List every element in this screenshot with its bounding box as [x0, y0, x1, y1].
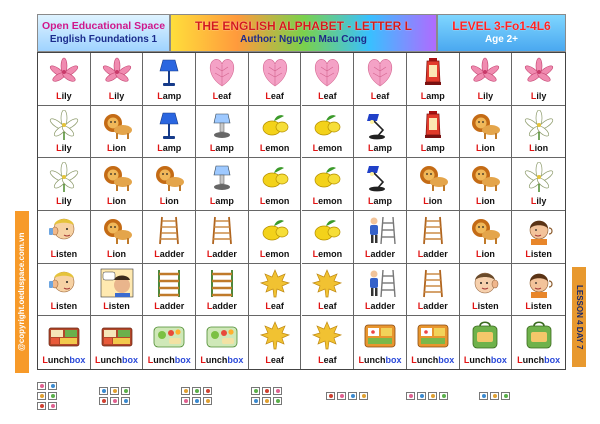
card-set-thumb-3[interactable] [180, 380, 215, 412]
card-ladder [354, 211, 407, 264]
card-lion [407, 158, 460, 211]
card-word: Ladder [417, 248, 448, 259]
red-lantern-icon [407, 110, 459, 140]
card-ladder [196, 211, 249, 264]
thumb-card [121, 397, 130, 405]
card-lion [512, 106, 565, 159]
lion-icon [143, 162, 195, 192]
card-word: Lion [159, 195, 179, 206]
lion-icon [91, 110, 143, 140]
red-lantern-icon [407, 57, 459, 87]
card-lemon [249, 211, 302, 264]
man-ladder-icon [354, 215, 406, 245]
card-word: Lunchbox [42, 354, 86, 365]
card-leaf [249, 53, 302, 106]
ladder-icon [407, 268, 459, 298]
card-word: Lemon [259, 195, 290, 206]
card-word: Lamp [368, 143, 393, 154]
ladder-icon [143, 215, 195, 245]
card-lunchbox [91, 316, 144, 369]
thumb-card [479, 392, 488, 400]
blue-lamp-icon [143, 110, 195, 140]
card-word: Lemon [259, 248, 290, 259]
card-lunchbox [143, 316, 196, 369]
card-word: Lily [56, 195, 72, 206]
listen-boy-icon [38, 215, 90, 245]
card-word: Leaf [265, 301, 284, 312]
card-word: Lunchbox [147, 354, 191, 365]
blue-lamp-icon [143, 57, 195, 87]
listen-man-icon [91, 268, 143, 298]
card-leaf [354, 53, 407, 106]
lion-icon [91, 162, 143, 192]
lion-icon [91, 215, 143, 245]
maple-leaf-icon [302, 320, 354, 350]
card-lamp [196, 106, 249, 159]
card-lion [91, 211, 144, 264]
thumb-card [110, 387, 119, 395]
card-lemon [302, 158, 355, 211]
thumb-card [203, 387, 212, 395]
thumb-card [439, 392, 448, 400]
card-leaf [302, 316, 355, 369]
card-word: Lion [529, 143, 549, 154]
card-word: Lamp [420, 90, 445, 101]
card-word: Listen [103, 301, 130, 312]
thumb-card [262, 387, 271, 395]
card-word: Lamp [157, 143, 182, 154]
card-listen [512, 211, 565, 264]
card-ladder [143, 264, 196, 317]
card-lemon [249, 158, 302, 211]
white-lily-icon [512, 162, 565, 192]
thumb-card [326, 392, 335, 400]
card-leaf [249, 264, 302, 317]
card-ladder [143, 211, 196, 264]
card-lily [460, 53, 513, 106]
card-leaf [249, 316, 302, 369]
card-ladder [196, 264, 249, 317]
white-lily-icon [38, 162, 90, 192]
card-lily [512, 158, 565, 211]
card-lion [460, 106, 513, 159]
white-lily-icon [38, 110, 90, 140]
card-set-thumb-5[interactable] [325, 380, 371, 412]
card-lion [91, 106, 144, 159]
card-word: Listen [50, 248, 78, 259]
ladder-icon [196, 215, 248, 245]
card-word: Ladder [154, 248, 185, 259]
card-lemon [302, 106, 355, 159]
thumb-card [417, 392, 426, 400]
author-line: Author: Nguyen Mau Cong [240, 34, 367, 45]
bento-icon [354, 320, 406, 350]
listen-woman-icon [512, 215, 565, 245]
card-lunchbox [512, 316, 565, 369]
thumb-card [359, 392, 368, 400]
card-set-thumb-2[interactable] [98, 380, 133, 412]
card-lamp [143, 106, 196, 159]
card-listen [38, 264, 91, 317]
card-listen [91, 264, 144, 317]
card-word: Leaf [318, 90, 337, 101]
card-word: Lunchbox [517, 354, 561, 365]
thumb-card [37, 392, 46, 400]
listen-boy-icon [38, 268, 90, 298]
thumb-card [37, 382, 46, 390]
thumb-card [110, 397, 119, 405]
lunchbox-tray-icon [91, 320, 143, 350]
thumb-card [501, 392, 510, 400]
card-lemon [249, 106, 302, 159]
thumb-card [203, 397, 212, 405]
card-word: Leaf [370, 90, 390, 101]
card-word: Lemon [259, 143, 290, 154]
rope-ladder-icon [143, 268, 195, 298]
card-word: Lion [475, 195, 495, 206]
card-lamp [407, 106, 460, 159]
card-lily [38, 158, 91, 211]
card-word: Leaf [212, 90, 232, 101]
card-leaf [302, 264, 355, 317]
lunch-bag-icon [460, 320, 512, 350]
card-word: Ladder [206, 301, 237, 312]
thumb-card [48, 382, 57, 390]
card-set-thumb-4[interactable] [250, 380, 285, 412]
rope-ladder-icon [196, 268, 248, 298]
card-word: Lion [475, 143, 495, 154]
card-word: Listen [472, 301, 499, 312]
lily-icon [460, 57, 512, 87]
thumb-card [48, 402, 57, 410]
card-ladder [407, 211, 460, 264]
desk-lamp-icon [354, 110, 406, 140]
card-lamp [354, 158, 407, 211]
lily-icon [91, 57, 143, 87]
card-word: Listen [525, 301, 552, 312]
thumb-card [181, 397, 190, 405]
card-lily [512, 53, 565, 106]
card-listen [512, 264, 565, 317]
card-set-thumb-6[interactable] [405, 380, 451, 412]
ladder-icon [407, 215, 459, 245]
listen-woman-icon [512, 268, 565, 298]
card-word: Lion [475, 248, 495, 259]
card-word: Ladder [417, 301, 448, 312]
card-word: Ladder [365, 248, 396, 259]
card-word: Lamp [209, 195, 234, 206]
card-word: Lunchbox [200, 354, 244, 365]
card-lunchbox [38, 316, 91, 369]
card-word: Lunchbox [358, 354, 402, 365]
card-word: Lunchbox [463, 354, 507, 365]
header-course-name: English Foundations 1 [49, 34, 158, 45]
thumb-card [99, 397, 108, 405]
copyright-strip: @copyright.oeduspace.com.vn [15, 211, 29, 373]
card-leaf [196, 53, 249, 106]
card-word: Leaf [318, 301, 337, 312]
table-lamp-icon [196, 110, 248, 140]
pink-leaf-icon [354, 57, 406, 87]
card-lily [91, 53, 144, 106]
listen-child-icon [460, 268, 512, 298]
card-lamp [407, 53, 460, 106]
lemon-icon [249, 110, 301, 140]
card-word: Ladder [206, 248, 237, 259]
card-word: Lunchbox [95, 354, 139, 365]
card-lily [38, 106, 91, 159]
header-level [437, 14, 566, 52]
thumb-card [37, 402, 46, 410]
maple-leaf-icon [249, 268, 301, 298]
card-leaf [302, 53, 355, 106]
thumb-card [99, 387, 108, 395]
card-word: Lily [530, 195, 547, 206]
thumb-card [273, 387, 282, 395]
thumb-card [262, 397, 271, 405]
card-word: Lily [56, 143, 72, 154]
header-school [37, 14, 170, 52]
card-lamp [143, 53, 196, 106]
thumb-card [121, 387, 130, 395]
card-word: Listen [525, 248, 552, 259]
card-word: Lamp [420, 143, 445, 154]
thumb-card [337, 392, 346, 400]
thumb-card [181, 387, 190, 395]
card-ladder [407, 264, 460, 317]
thumbnail-strip [0, 376, 600, 416]
card-word: Lion [107, 195, 127, 206]
card-word: Leaf [265, 354, 284, 365]
age-label: Age 2+ [484, 34, 519, 45]
card-word: Lemon [312, 143, 343, 154]
lunch-bag-icon [512, 320, 565, 350]
lemon-icon [302, 162, 354, 192]
card-word: Lamp [157, 90, 182, 101]
card-lunchbox [407, 316, 460, 369]
card-word: Lily [530, 90, 547, 101]
card-word: Ladder [365, 301, 396, 312]
card-word: Lamp [209, 143, 234, 154]
card-lamp [354, 106, 407, 159]
thumb-card [348, 392, 357, 400]
thumb-card [192, 397, 201, 405]
card-lion [143, 158, 196, 211]
lion-icon [460, 162, 512, 192]
card-word: Leaf [318, 354, 337, 365]
card-word: Lily [108, 90, 125, 101]
card-word: Listen [50, 301, 78, 312]
card-listen [38, 211, 91, 264]
pink-leaf-icon [196, 57, 248, 87]
card-lion [460, 211, 513, 264]
desk-lamp-icon [354, 162, 406, 192]
lily-icon [38, 57, 90, 87]
thumb-card [428, 392, 437, 400]
pink-leaf-icon [302, 57, 354, 87]
thumb-card [406, 392, 415, 400]
lunchbox-tray-icon [38, 320, 90, 350]
card-lunchbox [196, 316, 249, 369]
card-set-thumb-1[interactable] [36, 380, 60, 412]
lemon-icon [249, 162, 301, 192]
white-lily-icon [512, 110, 565, 140]
pink-leaf-icon [249, 57, 301, 87]
lesson-strip: LESSON 4 DAY 7 [572, 267, 586, 367]
card-word: Lemon [312, 195, 343, 206]
header-title [170, 14, 437, 52]
flashcard-grid [37, 52, 566, 370]
card-lamp [196, 158, 249, 211]
thumb-card [251, 397, 260, 405]
man-ladder-icon [354, 268, 406, 298]
lemon-icon [302, 110, 354, 140]
card-word: Lion [423, 195, 443, 206]
card-lily [38, 53, 91, 106]
lion-icon [460, 110, 512, 140]
table-lamp-icon [196, 162, 248, 192]
card-word: Lunchbox [411, 354, 455, 365]
thumb-card [273, 397, 282, 405]
card-lion [91, 158, 144, 211]
lemon-icon [249, 215, 301, 245]
card-lemon [302, 211, 355, 264]
thumb-card [490, 392, 499, 400]
card-word: Lemon [312, 248, 343, 259]
header-school-name: Open Educational Space [41, 20, 166, 32]
lily-icon [512, 57, 565, 87]
lunchbox-green-icon [143, 320, 195, 350]
card-lunchbox [354, 316, 407, 369]
maple-leaf-icon [249, 320, 301, 350]
thumb-card [251, 387, 260, 395]
thumb-card [48, 392, 57, 400]
page-title: THE ENGLISH ALPHABET - LETTER L [195, 19, 412, 33]
lunchbox-green-icon [196, 320, 248, 350]
card-word: Lily [477, 90, 494, 101]
card-word: Leaf [265, 90, 284, 101]
thumb-card [192, 387, 201, 395]
lemon-icon [302, 215, 354, 245]
card-listen [460, 264, 513, 317]
card-word: Lion [107, 143, 127, 154]
lion-icon [407, 162, 459, 192]
lion-icon [460, 215, 512, 245]
card-word: Lamp [368, 195, 393, 206]
card-ladder [354, 264, 407, 317]
bento-icon [407, 320, 459, 350]
card-word: Lion [107, 248, 127, 259]
card-lion [460, 158, 513, 211]
maple-leaf-icon [302, 268, 354, 298]
card-word: Lily [56, 90, 72, 101]
card-lunchbox [460, 316, 513, 369]
card-word: Ladder [154, 301, 185, 312]
card-set-thumb-7[interactable] [478, 380, 513, 412]
level-code: LEVEL 3-Fo1-4L6 [452, 19, 551, 33]
